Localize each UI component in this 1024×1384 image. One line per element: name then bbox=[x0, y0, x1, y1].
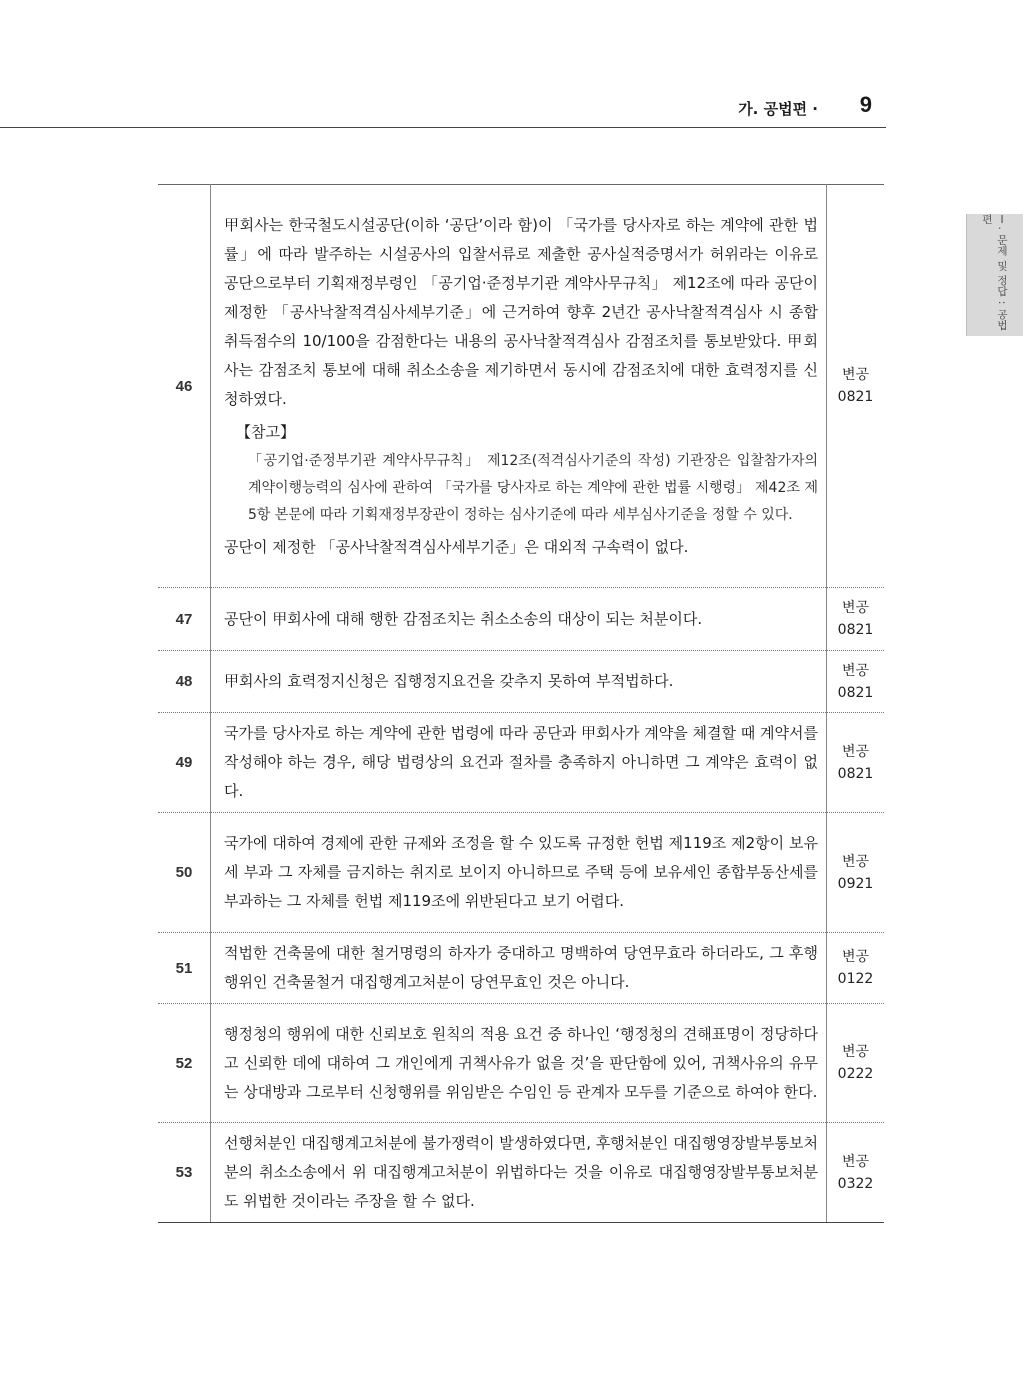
source-tag bbox=[827, 933, 885, 1004]
source-tag bbox=[827, 651, 885, 713]
source-code: 0122 bbox=[837, 971, 874, 987]
question-number: 46 bbox=[158, 185, 211, 588]
question-number: 49 bbox=[158, 713, 211, 813]
question-text bbox=[211, 185, 827, 588]
source-tag bbox=[827, 1004, 885, 1123]
question-row bbox=[158, 813, 884, 933]
question-statement: 공단이 제정한 「공사낙찰적격심사세부기준」은 대외적 구속력이 없다. bbox=[224, 537, 689, 556]
question-text: 행정청의 행위에 대한 신뢰보호 원칙의 적용 요건 중 하나인 ‘행정청의 견해표명이 정당하다고 신뢰한 데에 대하여 그 개인에게 귀책사유가 없을 것’을 판단함에 있어, 귀책사유의 유무는 상대방과 그로부터 신청행위를 위임받은 수임인 등 관계자 모두를 기준으로 하여야 한다. bbox=[211, 1004, 827, 1123]
chapter-side-tab-label: Ⅰ. 문제 및 정답 : 공법편 bbox=[981, 214, 1008, 331]
question-row bbox=[158, 713, 884, 813]
question-row bbox=[158, 588, 884, 651]
source-code: 0322 bbox=[837, 1175, 874, 1192]
question-number: 47 bbox=[158, 588, 211, 651]
question-table bbox=[158, 184, 884, 1223]
note-body: 「공기업·준정부기관 계약사무규칙」 제12조(적격심사기준의 작성) 기관장은 입찰참가자의 계약이행능력의 심사에 관하여 「국가를 당사자로 하는 계약에 관한 법률 시행령」 제42조 제5항 본문에 따라 기획재정부장관이 정하는 심사기준에 따라 세부심사기준을 정할 수 있다. bbox=[248, 452, 818, 523]
question-row bbox=[158, 1004, 884, 1123]
source-code: 0222 bbox=[837, 1066, 874, 1082]
section-title: 가. 공법편 · bbox=[738, 100, 818, 118]
question-text: 공단이 甲회사에 대해 행한 감점조치는 취소소송의 대상이 되는 처분이다. bbox=[211, 588, 827, 651]
source-tag bbox=[827, 588, 885, 651]
question-text: 적법한 건축물에 대한 철거명령의 하자가 중대하고 명백하여 당연무효라 하더라도, 그 후행행위인 건축물철거 대집행계고처분이 당연무효인 것은 아니다. bbox=[211, 933, 827, 1004]
question-number: 53 bbox=[158, 1123, 211, 1223]
question-row bbox=[158, 651, 884, 713]
question-text: 甲회사의 효력정지신청은 집행정지요건을 갖추지 못하여 부적법하다. bbox=[211, 651, 827, 713]
source-code: 0821 bbox=[837, 765, 874, 782]
source-exam: 변공 bbox=[841, 743, 870, 760]
source-exam: 변공 bbox=[841, 662, 870, 679]
source-exam: 변공 bbox=[841, 853, 870, 870]
question-row bbox=[158, 185, 884, 588]
question-row bbox=[158, 1123, 884, 1223]
source-exam: 변공 bbox=[841, 949, 870, 965]
page-header bbox=[0, 0, 886, 128]
source-tag bbox=[827, 1123, 885, 1223]
question-text: 국가를 당사자로 하는 계약에 관한 법령에 따라 공단과 甲회사가 계약을 체결할 때 계약서를 작성해야 하는 경우, 해당 법령상의 요건과 절차를 충족하지 아니하면 그 계약은 효력이 없다. bbox=[211, 713, 827, 813]
question-text-main: 甲회사는 한국철도시설공단(이하 ‘공단’이라 함)이 「국가를 당사자로 하는 계약에 관한 법률」에 따라 발주하는 시설공사의 입찰서류로 제출한 공사실적증명서가 허위라는 이유로 공단으로부터 기획재정부령인 「공기업·준정부기관 계약사무규칙」 제12조에 따라 공단이 제정한 「공사낙찰적격심사세부기준」에 근거하여 향후 2년간 공사낙찰적격심사 시 종합취득점수의 10/100을 감점한다는 내용의 공사낙찰적격심사 감점조치를 통보받았다. 甲회사는 감점조치 통보에 대해 취소소송을 제기하면서 동시에 감점조치에 대한 효력정지를 신청하였다. bbox=[224, 215, 818, 408]
note-title: 【참고】 bbox=[236, 422, 295, 441]
source-exam: 변공 bbox=[841, 367, 870, 383]
source-code: 0821 bbox=[837, 684, 874, 701]
source-exam: 변공 bbox=[841, 1153, 870, 1170]
source-exam: 변공 bbox=[841, 1044, 870, 1060]
chapter-side-tab bbox=[966, 214, 1023, 336]
question-number: 50 bbox=[158, 813, 211, 933]
question-text: 선행처분인 대집행계고처분에 불가쟁력이 발생하였다면, 후행처분인 대집행영장발부통보처분의 취소소송에서 위 대집행계고처분이 위법하다는 것을 이유로 대집행영장발부통보처분도 위법한 것이라는 주장을 할 수 없다. bbox=[211, 1123, 827, 1223]
source-code: 0821 bbox=[837, 622, 874, 638]
question-text: 국가에 대하여 경제에 관한 규제와 조정을 할 수 있도록 규정한 헌법 제119조 제2항이 보유세 부과 그 자체를 금지하는 취지로 보이지 아니하므로 주택 등에 보유세인 종합부동산세를 부과하는 그 자체를 헌법 제119조에 위반된다고 보기 어렵다. bbox=[211, 813, 827, 933]
page-number: 9 bbox=[859, 92, 872, 117]
question-row bbox=[158, 933, 884, 1004]
source-exam: 변공 bbox=[841, 600, 870, 616]
source-tag bbox=[827, 813, 885, 933]
question-number: 52 bbox=[158, 1004, 211, 1123]
source-tag bbox=[827, 713, 885, 813]
question-number: 51 bbox=[158, 933, 211, 1004]
source-code: 0821 bbox=[837, 389, 874, 405]
source-tag bbox=[827, 185, 885, 588]
question-number: 48 bbox=[158, 651, 211, 713]
source-code: 0921 bbox=[837, 875, 874, 892]
